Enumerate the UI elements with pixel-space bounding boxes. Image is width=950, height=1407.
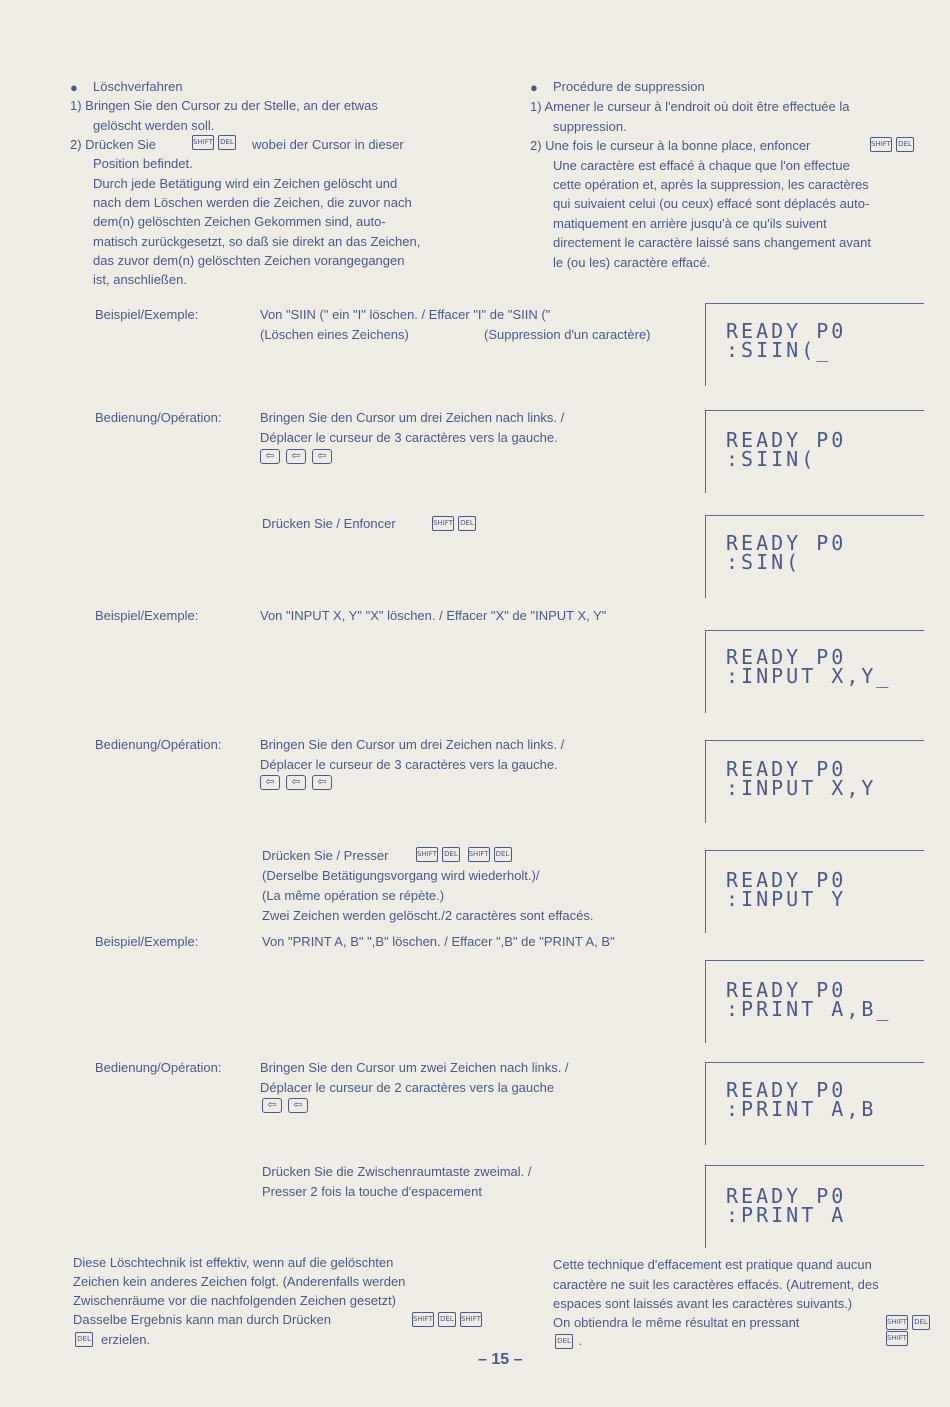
left-arrow-key-icon: ⇦: [286, 449, 306, 464]
left-arrow-keys: [262, 1097, 314, 1113]
left-arrow-keys: [260, 448, 338, 464]
shift-key-icon: SHIFT: [468, 847, 490, 862]
operation-label: Bedienung/Opération:: [95, 1060, 222, 1075]
del-key-icon: DEL: [218, 135, 236, 150]
footer-de-line: Zwischenräume vor die nachfolgenden Zeichen gesetzt): [73, 1293, 397, 1308]
footer-de-line: erzielen.: [101, 1332, 151, 1347]
del-key-icon: DEL: [912, 1315, 930, 1330]
left-arrow-key-icon: ⇦: [260, 775, 280, 790]
shift-key-icon: SHIFT: [432, 516, 454, 531]
lcd-text: [726, 757, 877, 800]
shift-key-icon: SHIFT: [886, 1331, 908, 1346]
left-arrow-key-icon: ⇦: [260, 449, 280, 464]
shift-del-keys-twice: [414, 846, 514, 862]
del-key-icon: DEL: [458, 516, 476, 531]
lcd-line-1: READY P0: [726, 1078, 847, 1102]
lcd-line-2: :SIN(: [726, 550, 802, 574]
lcd-line-2: :SIIN(: [726, 447, 817, 471]
shift-key-icon: SHIFT: [460, 1312, 482, 1327]
intro-de-line: das zuvor dem(n) gelöschten Zeichen vorangegangen: [93, 253, 405, 268]
lcd-line-2: :INPUT X,Y_: [726, 664, 892, 688]
del-key-icon: DEL: [75, 1332, 93, 1347]
del-key-icon: DEL: [896, 137, 914, 152]
example-3-space-fr: Presser 2 fois la touche d'espacement: [262, 1184, 482, 1199]
example-2-operation: Bringen Sie den Cursor um drei Zeichen nach links. /: [260, 737, 565, 752]
bullet: ●: [530, 80, 538, 95]
intro-de-line: nach dem Löschen werden die Zeichen, die zuvor nach: [93, 195, 412, 210]
lcd-line-1: READY P0: [726, 428, 847, 452]
example-2-two-deleted: Zwei Zeichen werden gelöscht./2 caractères sont effacés.: [262, 908, 594, 923]
footer-fr-line: Cette technique d'effacement est pratique quand aucun: [553, 1257, 872, 1272]
lcd-line-1: READY P0: [726, 1184, 847, 1208]
footer-fr-line: espaces sont laissés avant les caractères suivants.): [553, 1296, 853, 1311]
footer-de-line: Diese Löschtechnik ist effektiv, wenn auf die gelöschten: [73, 1255, 394, 1270]
intro-fr-line: suppression.: [553, 119, 627, 134]
intro-fr-line: 2) Une fois le curseur à la bonne place, enfoncer: [530, 138, 811, 153]
intro-de-line: matisch zurückgesetzt, so daß sie direkt an das Zeichen,: [93, 234, 421, 249]
footer-fr-line: On obtiendra le même résultat en pressant: [553, 1315, 800, 1330]
example-label: Beispiel/Exemple:: [95, 934, 199, 949]
lcd-line-1: READY P0: [726, 978, 847, 1002]
lcd-line-1: READY P0: [726, 531, 847, 555]
shift-key-icon: SHIFT: [870, 137, 892, 152]
page-number: – 15 –: [478, 1351, 523, 1368]
lcd-line-2: :INPUT Y: [726, 887, 847, 911]
footer-de-line: Zeichen kein anderes Zeichen folgt. (Anderenfalls werden: [73, 1274, 406, 1289]
intro-fr-line: matiquement en arrière jusqu'à ce qu'ils suivent: [553, 216, 827, 231]
lcd-line-2: :PRINT A,B_: [726, 997, 892, 1021]
intro-fr-line: directement le caractère laissé sans changement avant: [553, 235, 871, 250]
lcd-text: [726, 1078, 877, 1121]
example-1-operation: Bringen Sie den Cursor um drei Zeichen nach links. /: [260, 410, 565, 425]
example-1-subtitle-de: (Löschen eines Zeichens): [260, 327, 409, 342]
example-2-operation-fr: Déplacer le curseur de 3 caractères vers la gauche.: [260, 757, 558, 772]
shift-del-shift-keys: [884, 1314, 950, 1346]
operation-label: Bedienung/Opération:: [95, 410, 222, 425]
intro-fr-line: cette opération et, après la suppression, les caractères: [553, 177, 869, 192]
example-1-press: Drücken Sie / Enfoncer: [262, 516, 396, 531]
lcd-text: [726, 645, 892, 688]
shift-del-shift-keys: [410, 1311, 484, 1327]
shift-del-keys: [868, 136, 916, 152]
example-2-repeat-fr: (La même opération se répète.): [262, 888, 445, 903]
operation-label: Bedienung/Opération:: [95, 737, 222, 752]
lcd-line-2: :SIIN(_: [726, 338, 832, 362]
example-3-operation: Bringen Sie den Cursor um zwei Zeichen nach links. /: [260, 1060, 569, 1075]
intro-fr-heading: Procédure de suppression: [553, 79, 705, 94]
lcd-line-1: READY P0: [726, 868, 847, 892]
example-1-title: Von "SIIN (" ein "I" löschen. / Effacer "I" de "SIIN (": [260, 307, 551, 322]
lcd-text: [726, 531, 847, 574]
left-arrow-keys: [260, 774, 338, 790]
del-key-icon: DEL: [442, 847, 460, 862]
shift-key-icon: SHIFT: [416, 847, 438, 862]
left-arrow-key-icon: ⇦: [312, 775, 332, 790]
left-arrow-key-icon: ⇦: [312, 449, 332, 464]
intro-de-line: wobei der Cursor in dieser: [252, 137, 404, 152]
footer-fr-line: caractère ne suit les caractères effacés. (Autrement, des: [553, 1277, 879, 1292]
intro-fr-line: le (ou les) caractère effacé.: [553, 255, 711, 270]
shift-del-keys: [430, 515, 478, 531]
intro-de-line: gelöscht werden soll.: [93, 118, 215, 133]
lcd-line-2: :PRINT A,B: [726, 1097, 877, 1121]
example-3-title: Von "PRINT A, B" ",B" löschen. / Effacer ",B" de "PRINT A, B": [262, 934, 615, 949]
del-key-icon: DEL: [494, 847, 512, 862]
intro-de-line: dem(n) gelöschten Zeichen Gekommen sind, auto-: [93, 214, 386, 229]
example-label: Beispiel/Exemple:: [95, 608, 199, 623]
example-1-subtitle-fr: (Suppression d'un caractère): [484, 327, 651, 342]
left-arrow-key-icon: ⇦: [288, 1098, 308, 1113]
example-2-title: Von "INPUT X, Y" "X" löschen. / Effacer "X" de "INPUT X, Y": [260, 608, 607, 623]
intro-fr-line: 1) Amener le curseur à l'endroit où doit être effectuée la: [530, 99, 850, 114]
lcd-line-2: :INPUT X,Y: [726, 776, 877, 800]
intro-fr-line: Une caractère est effacé à chaque que l'on effectue: [553, 158, 850, 173]
intro-de-line: ist, anschließen.: [93, 272, 187, 287]
intro-de-line: Position befindet.: [93, 156, 193, 171]
example-3-operation-fr: Déplacer le curseur de 2 caractères vers la gauche: [260, 1080, 555, 1095]
left-arrow-key-icon: ⇦: [262, 1098, 282, 1113]
lcd-line-2: :PRINT A: [726, 1203, 847, 1227]
del-key-group: DEL .: [553, 1333, 582, 1349]
lcd-text: [726, 1184, 847, 1227]
intro-de-heading: Löschverfahren: [93, 79, 183, 94]
shift-key-icon: SHIFT: [192, 135, 214, 150]
example-2-repeat-de: (Derselbe Betätigungsvorgang wird wiederholt.)/: [262, 868, 540, 883]
lcd-text: [726, 319, 847, 362]
footer-de-line: Dasselbe Ergebnis kann man durch Drücken: [73, 1312, 331, 1327]
intro-de-line: 1) Bringen Sie den Cursor zu der Stelle, an der etwas: [70, 98, 378, 113]
del-key-icon: DEL: [438, 1312, 456, 1327]
bullet: ●: [70, 80, 78, 95]
shift-key-icon: SHIFT: [886, 1315, 908, 1330]
lcd-text: [726, 868, 847, 911]
shift-key-icon: SHIFT: [412, 1312, 434, 1327]
example-3-space-de: Drücken Sie die Zwischenraumtaste zweimal. /: [262, 1164, 532, 1179]
example-1-operation-fr: Déplacer le curseur de 3 caractères vers la gauche.: [260, 430, 558, 445]
shift-del-keys: [190, 134, 238, 150]
intro-fr-line: qui suivaient celui (ou ceux) effacé sont déplacés auto-: [553, 196, 870, 211]
left-arrow-key-icon: ⇦: [286, 775, 306, 790]
lcd-line-1: READY P0: [726, 757, 847, 781]
example-2-press: Drücken Sie / Presser: [262, 848, 389, 863]
intro-de-line: Durch jede Betätigung wird ein Zeichen gelöscht und: [93, 176, 398, 191]
lcd-text: [726, 978, 892, 1021]
example-label: Beispiel/Exemple:: [95, 307, 199, 322]
lcd-text: [726, 428, 847, 471]
lcd-line-1: READY P0: [726, 319, 847, 343]
lcd-line-1: READY P0: [726, 645, 847, 669]
del-key-group: [73, 1331, 95, 1347]
intro-de-line: 2) Drücken Sie: [70, 137, 156, 152]
del-key-icon: DEL: [555, 1334, 573, 1349]
